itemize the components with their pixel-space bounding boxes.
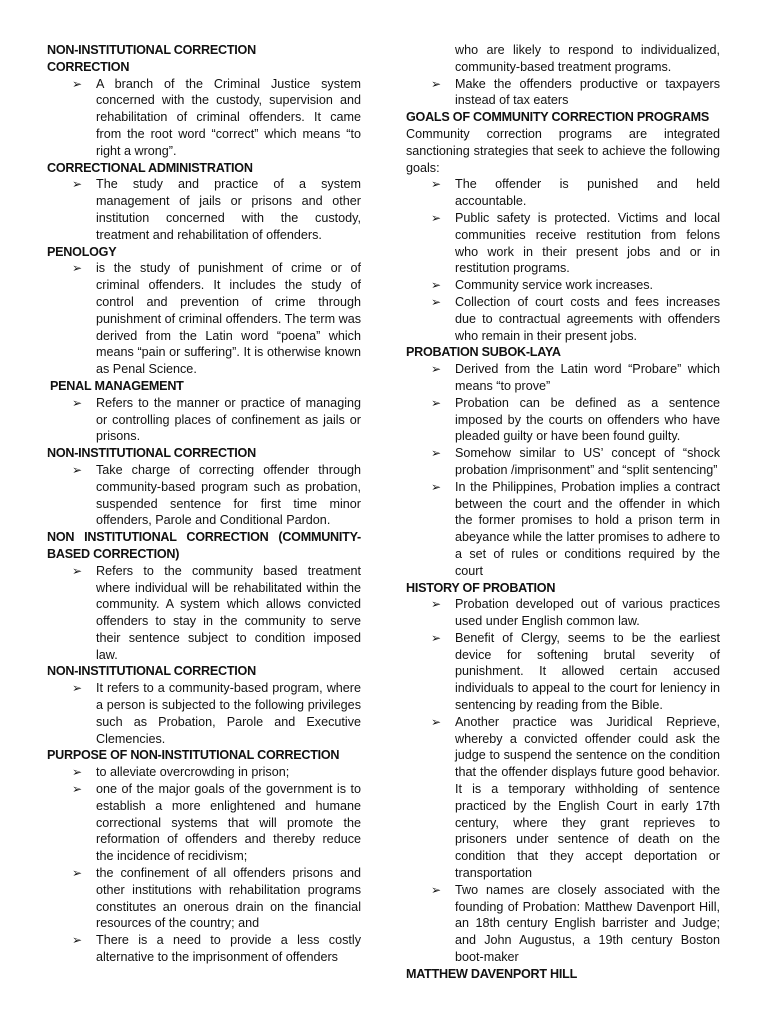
bullet-list: [47, 76, 361, 160]
list-item: ➢ Community service work increases.: [431, 278, 654, 293]
arrowhead-bullet-icon: ➢: [72, 782, 83, 797]
arrowhead-bullet-icon: ➢: [72, 261, 83, 276]
list-item: ➢ Somehow similar to US’ concept of “shock probation /imprisonment” and “split sentencing”: [431, 446, 720, 477]
section-heading: GOALS OF COMMUNITY CORRECTION PROGRAMS: [406, 110, 710, 125]
arrowhead-bullet-icon: ➢: [72, 765, 83, 780]
list-item: ➢ The study and practice of a system management of jails or prisons and other institution concerned with the custody, treatment and rehabilitation of offenders.: [72, 177, 361, 242]
right-column: [406, 42, 720, 983]
list-item: ➢ Two names are closely associated with the founding of Probation: Matthew Davenport Hill, an 18th century English barrister and Judge; and John Augustus, a 19th century Boston boot-maker: [431, 882, 720, 965]
list-item: ➢ In the Philippines, Probation implies a contract between the court and the offender in which the former promises to hold a prison term in abeyance while the latter promises to adhere to a set of rules or conditions required by the court: [431, 479, 720, 578]
arrowhead-bullet-icon: ➢: [72, 563, 83, 578]
arrowhead-bullet-icon: ➢: [431, 882, 442, 897]
section-heading: HISTORY OF PROBATION: [406, 580, 556, 595]
list-item: ➢ Refers to the community based treatment where individual will be rehabilitated within the community. A system which allows convicted offenders to stay in the community to serve their sentence subject to condition imposed law.: [72, 563, 361, 662]
arrowhead-bullet-icon: ➢: [72, 933, 83, 948]
arrowhead-bullet-icon: ➢: [431, 395, 442, 410]
arrowhead-bullet-icon: ➢: [72, 866, 83, 881]
section-heading: PENAL MANAGEMENT: [50, 378, 184, 393]
section-heading: CORRECTION: [47, 59, 130, 74]
arrowhead-bullet-icon: ➢: [431, 177, 442, 192]
list-item: ➢ Derived from the Latin word “Probare” which means “to prove”: [431, 362, 720, 393]
bullet-list: [47, 395, 361, 445]
list-item: ➢ There is a need to provide a less costly alternative to the imprisonment of offenders: [72, 933, 361, 965]
continuation-text: who are likely to respond to individualized, community-based treatment programs.: [455, 43, 720, 74]
bullet-list: [47, 462, 361, 529]
list-item: ➢ one of the major goals of the government is to establish a more enlightened and humane correctional systems that will promote the reformation of offenders and thereby reduce the incidence of recidivism;: [72, 782, 361, 864]
arrowhead-bullet-icon: ➢: [72, 681, 83, 696]
arrowhead-bullet-icon: ➢: [431, 278, 442, 293]
arrowhead-bullet-icon: ➢: [431, 76, 442, 91]
list-item: ➢ the confinement of all offenders prisons and other institutions with rehabilitation programs constitutes an onerous drain on the financial resources of the country; and: [72, 866, 361, 931]
list-item: ➢ Public safety is protected. Victims and local communities receive restitution from felons who work in their present jobs and or in restitution programs.: [431, 210, 720, 276]
section-heading: CORRECTIONAL ADMINISTRATION: [47, 160, 253, 175]
section-heading: MATTHEW DAVENPORT HILL: [406, 966, 578, 981]
list-item: ➢ to alleviate overcrowding in prison;: [72, 765, 290, 780]
arrowhead-bullet-icon: ➢: [72, 76, 83, 91]
bullet-list: [406, 596, 720, 966]
bullet-list: [47, 680, 361, 747]
list-item: ➢ Another practice was Juridical Reprieve, whereby a convicted offender could ask the judge to suspend the sentence on the condition that the offender displays future good behavior. It is a temporary withholding of sentence practiced by the English Court in early 17th century, where they grant reprieves to prisoners under sentence of death on the condition that they accept deportation or transportation: [431, 714, 720, 881]
bullet-list: [47, 260, 361, 378]
section-heading: NON-INSTITUTIONAL CORRECTION: [47, 664, 256, 679]
list-item: ➢ Make the offenders productive or taxpayers instead of tax eaters: [431, 76, 720, 108]
list-item: ➢ Benefit of Clergy, seems to be the earliest device for softening brutal severity of punishment. It allowed certain accused individuals to appeal to the court for leniency in sentencing by reading from the Bible.: [431, 630, 720, 713]
list-item: ➢ Collection of court costs and fees increases due to contractual agreements with offenders who remain in their present jobs.: [431, 294, 720, 343]
list-item: ➢ Take charge of correcting offender through community-based program such as probation, suspended sentence for first time minor offenders, Parole and Conditional Pardon.: [72, 462, 361, 528]
list-item: ➢ Probation can be defined as a sentence imposed by the courts on offenders who have pleaded guilty or have been found guilty.: [431, 395, 720, 444]
list-item: ➢ It refers to a community-based program, where a person is subjected to the following privileges such as Probation, Parole and Executive Clemencies.: [72, 681, 361, 746]
arrowhead-bullet-icon: ➢: [431, 446, 442, 461]
section-heading: PENOLOGY: [47, 244, 117, 259]
list-item: ➢ Probation developed out of various practices used under English common law.: [431, 597, 720, 629]
arrowhead-bullet-icon: ➢: [72, 395, 83, 410]
arrowhead-bullet-icon: ➢: [431, 479, 442, 494]
section-heading: NON INSTITUTIONAL CORRECTION (COMMUNITY-BASED CORRECTION): [47, 530, 361, 561]
list-item: ➢ The offender is punished and held accountable.: [431, 177, 720, 209]
paragraph: Community correction programs are integrated sanctioning strategies that seek to achieve the following goals:: [406, 126, 720, 175]
section-heading: PURPOSE OF NON-INSTITUTIONAL CORRECTION: [47, 748, 340, 763]
arrowhead-bullet-icon: ➢: [431, 597, 442, 612]
bullet-list: [47, 764, 361, 966]
section-heading: PROBATION SUBOK-LAYA: [406, 345, 561, 360]
bullet-list: [406, 361, 720, 579]
section-heading: NON-INSTITUTIONAL CORRECTION: [47, 43, 256, 57]
bullet-list: [406, 176, 720, 344]
list-item: ➢ A branch of the Criminal Justice system concerned with the custody, supervision and rehabilitation of criminal offenders. It came from the root word “correct” which means “to right a wrong”.: [72, 76, 361, 158]
bullet-list: [406, 76, 720, 110]
bullet-list: [47, 176, 361, 243]
arrowhead-bullet-icon: ➢: [72, 462, 83, 477]
list-item: ➢ is the study of punishment of crime or of criminal offenders. It includes the study of control and prevention of crime through punishment of criminal offenders. The term was derived from the Latin word “poena” which means “pain or suffering”. It is otherwise known as Penal Science.: [72, 261, 361, 377]
bullet-list: [47, 563, 361, 664]
arrowhead-bullet-icon: ➢: [431, 210, 442, 225]
arrowhead-bullet-icon: ➢: [431, 294, 442, 309]
left-column: [47, 42, 361, 966]
arrowhead-bullet-icon: ➢: [72, 177, 83, 192]
section-heading: NON-INSTITUTIONAL CORRECTION: [47, 446, 256, 461]
list-item: ➢ Refers to the manner or practice of managing or controlling places of confinement as jails or prisons.: [72, 395, 361, 444]
arrowhead-bullet-icon: ➢: [431, 362, 442, 377]
arrowhead-bullet-icon: ➢: [431, 714, 442, 729]
arrowhead-bullet-icon: ➢: [431, 630, 442, 645]
